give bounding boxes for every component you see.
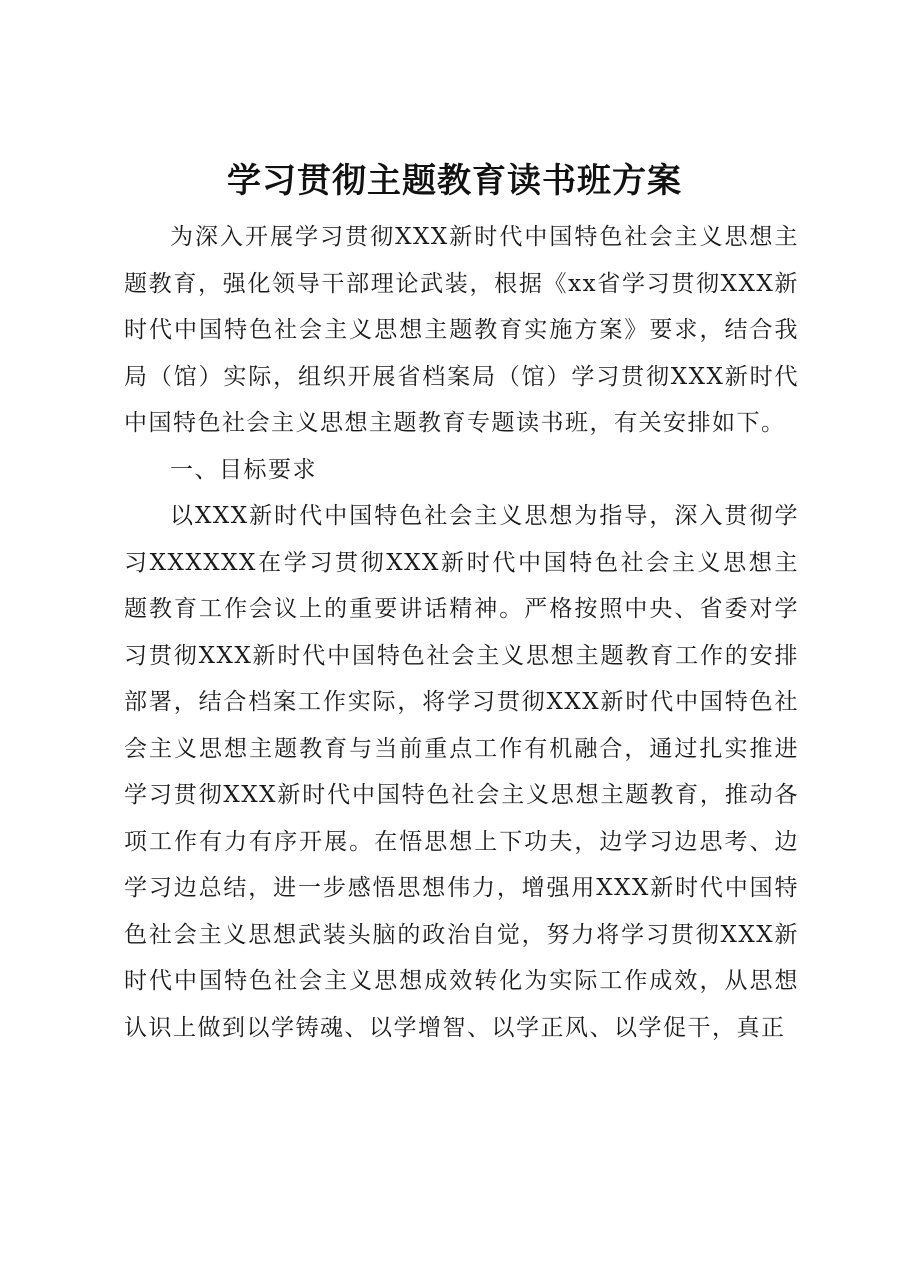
goals-paragraph: 以XXX新时代中国特色社会主义思想为指导，深入贯彻学习XXXXXX在学习贯彻XXX新时代中国特色社会主义思想主题教育工作会议上的重要讲话精神。严格按照中央、省委对学习贯彻XXX新时代中国特色社会主义思想主题教育工作的安排部署，结合档案工作实际，将学习贯彻XXX新时代中国特色社会主义思想主题教育与当前重点工作有机融合，通过扎实推进学习贯彻XXX新时代中国特色社会主义思想主题教育，推动各项工作有力有序开展。在悟思想上下功夫，边学习边思考、边学习边总结，进一步感悟思想伟力，增强用XXX新时代中国特色社会主义思想武装头脑的政治自觉，努力将学习贯彻XXX新时代中国特色社会主义思想成效转化为实际工作成效，从思想认识上做到以学铸魂、以学增智、以学正风、以学促干，真正 <box>124 503 799 1041</box>
section-heading-goals: 一、目标要求 <box>170 456 317 483</box>
intro-paragraph: 为深入开展学习贯彻XXX新时代中国特色社会主义思想主题教育，强化领导干部理论武装，根据《xx省学习贯彻XXX新时代中国特色社会主义思想主题教育实施方案》要求，结合我局（馆）实际，组织开展省档案局（馆）学习贯彻XXX新时代中国特色社会主义思想主题教育专题读书班，有关安排如下。 <box>124 224 799 436</box>
document-body <box>124 214 799 1051</box>
document-title: 学习贯彻主题教育读书班方案 <box>227 161 682 201</box>
